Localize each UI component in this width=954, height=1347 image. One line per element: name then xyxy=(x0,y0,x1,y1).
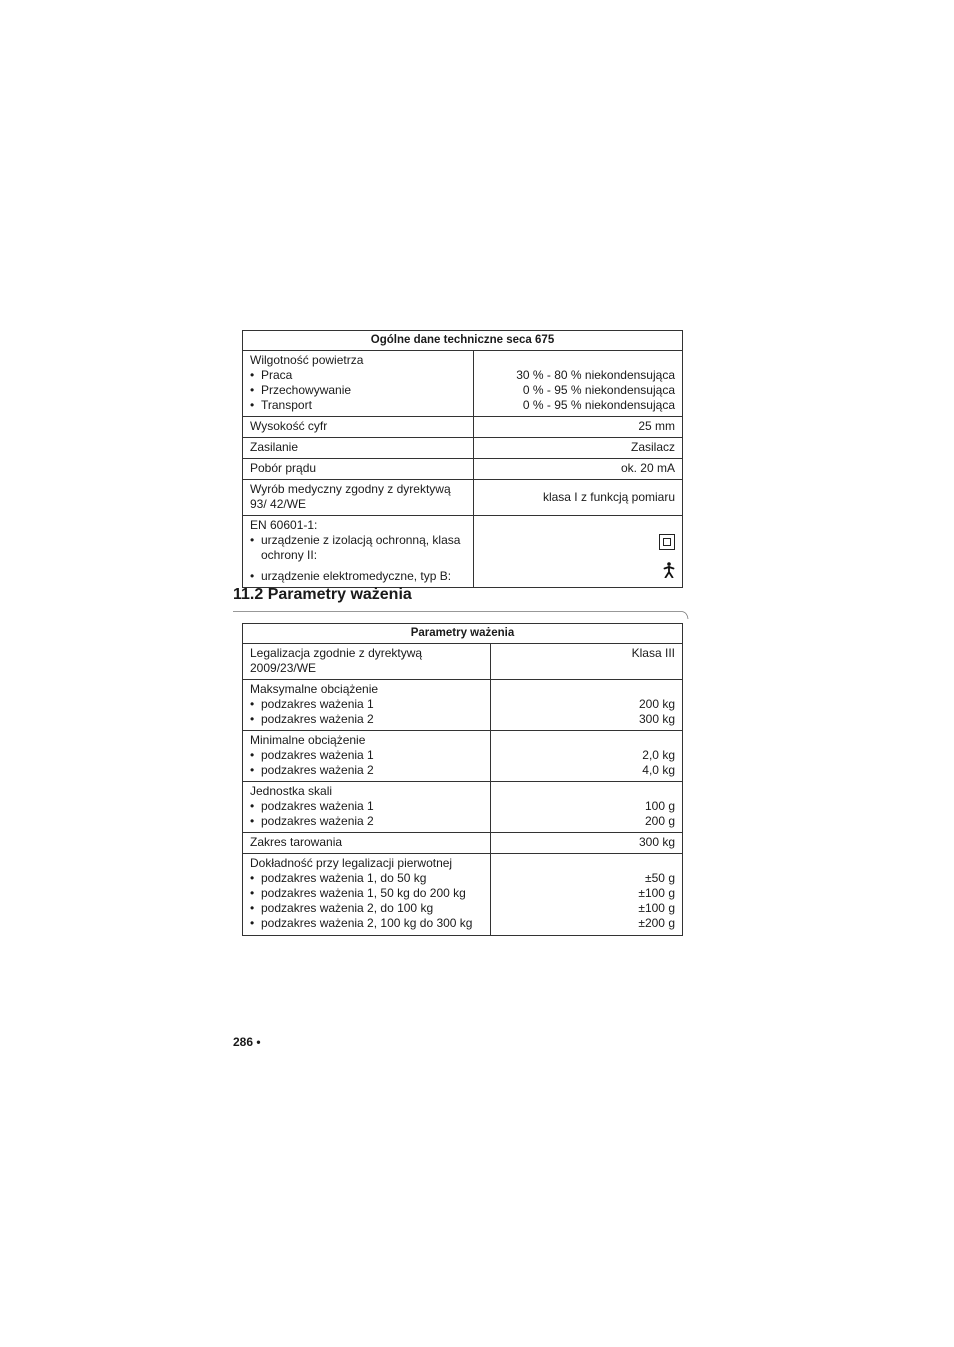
accuracy-label: Dokładność przy legalizacji pierwotnej xyxy=(250,856,453,870)
list-item: • podzakres ważenia 1 xyxy=(250,799,483,814)
list-item: • podzakres ważenia 2, 100 kg do 300 kg xyxy=(250,916,483,931)
legalization-label: Legalizacja zgodnie z dyrektywą 2009/23/WE xyxy=(243,644,491,680)
humidity-value: 0 % - 95 % niekondensująca xyxy=(522,398,675,412)
list-item: • podzakres ważenia 1, do 50 kg xyxy=(250,871,483,886)
list-item: • podzakres ważenia 1, 50 kg do 200 kg xyxy=(250,886,483,901)
page-number: 286 • xyxy=(233,1035,261,1049)
table-row xyxy=(243,516,683,588)
accuracy-value: ±50 g xyxy=(645,871,675,885)
accuracy-value: ±100 g xyxy=(638,901,675,915)
legalization-value: Klasa III xyxy=(491,644,683,680)
scale-unit-value: 100 g xyxy=(644,799,675,813)
medical-device-value: klasa I z funkcją pomiaru xyxy=(474,480,683,516)
section-number: 11.2 xyxy=(233,586,264,603)
table-row xyxy=(243,459,683,480)
scale-unit-label: Jednostka skali xyxy=(250,784,333,798)
accuracy-value: ±100 g xyxy=(638,886,675,900)
max-load-label: Maksymalne obciążenie xyxy=(250,682,379,696)
table-row xyxy=(243,351,683,417)
list-item: • Transport xyxy=(250,398,466,413)
humidity-label: Wilgotność powietrza xyxy=(250,353,364,367)
list-item: • podzakres ważenia 2 xyxy=(250,712,483,727)
list-item: • podzakres ważenia 1 xyxy=(250,697,483,712)
humidity-value: 0 % - 95 % niekondensująca xyxy=(522,383,675,397)
list-item: • podzakres ważenia 2 xyxy=(250,814,483,829)
table-row xyxy=(243,438,683,459)
general-specs-title: Ogólne dane techniczne seca 675 xyxy=(243,331,683,351)
min-load-label: Minimalne obciążenie xyxy=(250,733,366,747)
section-heading xyxy=(233,586,412,604)
list-item: • podzakres ważenia 2, do 100 kg xyxy=(250,901,483,916)
current-value: ok. 20 mA xyxy=(474,459,683,480)
power-value: Zasilacz xyxy=(474,438,683,459)
weighing-params-table xyxy=(242,623,683,936)
max-load-value: 300 kg xyxy=(638,712,675,726)
list-item: • urządzenie elektromedyczne, typ B: xyxy=(250,569,466,584)
list-item: • Przechowywanie xyxy=(250,383,466,398)
protection-class-2-icon xyxy=(659,534,675,550)
weighing-params-title: Parametry ważenia xyxy=(243,624,683,644)
scale-unit-value: 200 g xyxy=(644,814,675,828)
tare-value: 300 kg xyxy=(491,833,683,854)
list-item: • Praca xyxy=(250,368,466,383)
accuracy-value: ±200 g xyxy=(638,916,675,930)
list-item: • urządzenie z izolacją ochronną, klasa ochrony II: xyxy=(250,533,466,563)
min-load-value: 4,0 kg xyxy=(642,763,675,777)
table-row xyxy=(243,480,683,516)
min-load-value: 2,0 kg xyxy=(642,748,675,762)
table-row xyxy=(243,680,683,731)
table-row xyxy=(243,731,683,782)
digit-height-label: Wysokość cyfr xyxy=(243,417,474,438)
table-row xyxy=(243,833,683,854)
table-row xyxy=(243,854,683,936)
list-item: • podzakres ważenia 1 xyxy=(250,748,483,763)
section-title: Parametry ważenia xyxy=(267,586,412,603)
section-divider xyxy=(233,609,693,621)
en-standard-label: EN 60601-1: xyxy=(250,518,318,532)
max-load-value: 200 kg xyxy=(638,697,675,711)
humidity-value: 30 % - 80 % niekondensująca xyxy=(516,368,675,382)
table-row xyxy=(243,417,683,438)
tare-label: Zakres tarowania xyxy=(243,833,491,854)
table-row xyxy=(243,644,683,680)
type-b-applied-part-icon xyxy=(663,562,675,578)
table-row xyxy=(243,782,683,833)
digit-height-value: 25 mm xyxy=(474,417,683,438)
power-label: Zasilanie xyxy=(243,438,474,459)
current-label: Pobór prądu xyxy=(243,459,474,480)
list-item: • podzakres ważenia 2 xyxy=(250,763,483,778)
medical-device-label: Wyrób medyczny zgodny z dyrektywą 93/ 42/WE xyxy=(243,480,474,516)
general-specs-table xyxy=(242,330,683,588)
